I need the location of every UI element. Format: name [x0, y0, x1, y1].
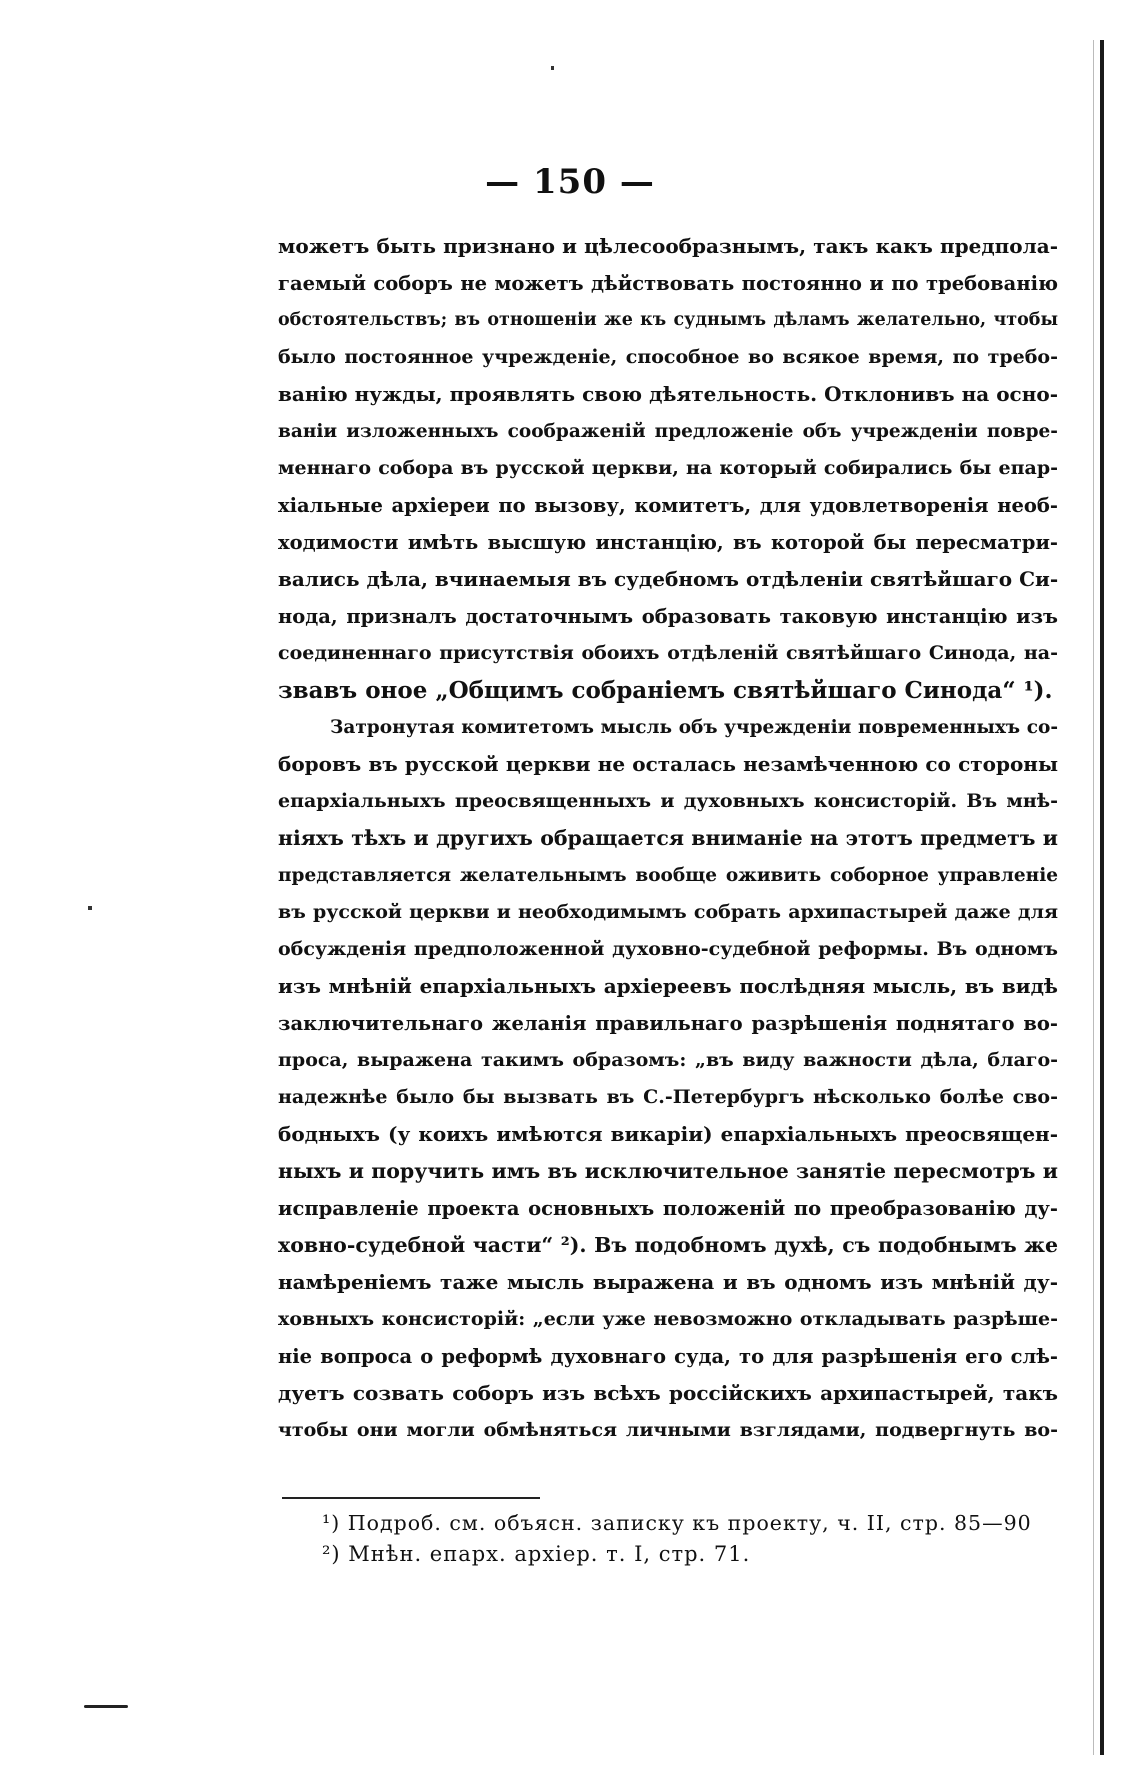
text-line: было постоянное учрежденіе, способное во всякое время, по требо- [278, 346, 1058, 368]
text-line: намѣреніемъ таже мысль выражена и въ одномъ изъ мнѣній ду- [278, 1270, 1058, 1294]
text-line: чтобы они могли обмѣняться личными взглядами, подвергнуть во- [278, 1419, 1058, 1441]
text-line: ніяхъ тѣхъ и другихъ обращается вниманіе на этотъ предметъ и [278, 826, 1058, 850]
text-line: можетъ быть признано и цѣлесообразнымъ, такъ какъ предпола- [278, 234, 1058, 258]
text-line: ніе вопроса о реформѣ духовнаго суда, то для разрѣшенія его слѣ- [278, 1345, 1058, 1368]
text-line: ховно-судебной части“ ²). Въ подобномъ духѣ, съ подобнымъ же [278, 1233, 1058, 1257]
text-line: епархіальныхъ преосвященныхъ и духовныхъ консисторій. Въ мнѣ- [278, 790, 1058, 812]
page-edge-shadow [1093, 40, 1094, 1755]
page-number: — 150 — [485, 162, 655, 202]
text-line: обстоятельствъ; въ отношеніи же къ суднымъ дѣламъ желательно, чтобы [278, 310, 1058, 330]
text-line: въ русской церкви и необходимымъ собрать архипастырей даже для [278, 901, 1058, 923]
text-line: надежнѣе было бы вызвать въ С.-Петербургъ нѣсколько болѣе сво- [278, 1086, 1058, 1108]
footnote: ¹) Подроб. см. объясн. записку къ проекту, ч. II, стр. 85—90 [322, 1511, 1032, 1535]
text-line: боровъ въ русской церкви не осталась незамѣченною со стороны [278, 752, 1058, 776]
page-edge [1100, 40, 1104, 1755]
body-text [278, 228, 1058, 1449]
scan-mark [84, 1705, 128, 1708]
text-line: ваніи изложенныхъ соображеній предложеніе объ учрежденіи повре- [278, 421, 1058, 442]
footnote: ²) Мнѣн. епарх. архіер. т. I, стр. 71. [322, 1542, 751, 1566]
text-line: дуетъ созвать соборъ изъ всѣхъ россійскихъ архипастырей, такъ [278, 1381, 1058, 1405]
text-line: заключительнаго желанія правильнаго разрѣшенія поднятаго во- [278, 1012, 1058, 1035]
text-line: ванію нужды, проявлять свою дѣятельность. Отклонивъ на осно- [278, 382, 1058, 406]
text-line: нода, призналъ достаточнымъ образовать таковую инстанцію изъ [278, 605, 1058, 628]
text-line: исправленіе проекта основныхъ положеній по преобразованію ду- [278, 1197, 1058, 1220]
text-line: хіальные архіереи по вызову, комитетъ, для удовлетворенія необ- [278, 494, 1058, 517]
text-line: ховныхъ консисторій: „если уже невозможно откладывать разрѣше- [278, 1308, 1058, 1330]
text-line: гаемый соборъ не можетъ дѣйствовать постоянно и по требованію [278, 272, 1058, 295]
footnotes [322, 1508, 1042, 1570]
text-line: изъ мнѣній епархіальныхъ архіереевъ послѣдняя мысль, въ видѣ [278, 974, 1058, 998]
text-line: ныхъ и поручить имъ въ исключительное занятіе пересмотръ и [278, 1159, 1058, 1183]
scan-speck [551, 66, 554, 70]
text-line: звавъ оное „Общимъ собраніемъ святѣйшаго Синода“ ¹). [278, 677, 1053, 704]
text-line: обсужденія предположенной духовно-судебной реформы. Въ одномъ [278, 938, 1058, 960]
text-line: проса, выражена такимъ образомъ: „въ виду важности дѣла, благо- [278, 1049, 1058, 1071]
text-line: Затронутая комитетомъ мысль объ учрежденіи повременныхъ со- [330, 717, 1058, 738]
footnote-separator [282, 1497, 540, 1499]
text-line: бодныхъ (у коихъ имѣются викаріи) епархіальныхъ преосвящен- [278, 1122, 1058, 1146]
scan-speck [88, 906, 92, 910]
text-line: ходимости имѣть высшую инстанцію, въ которой бы пересматри- [278, 531, 1058, 554]
text-line: меннаго собора въ русской церкви, на который собирались бы епар- [278, 457, 1058, 479]
text-line: соединеннаго присутствія обоихъ отдѣленій святѣйшаго Синода, на- [278, 642, 1058, 664]
text-line: вались дѣла, вчинаемыя въ судебномъ отдѣленіи святѣйшаго Си- [278, 567, 1058, 591]
text-line: представляется желательнымъ вообще оживить соборное управленіе [278, 865, 1058, 886]
